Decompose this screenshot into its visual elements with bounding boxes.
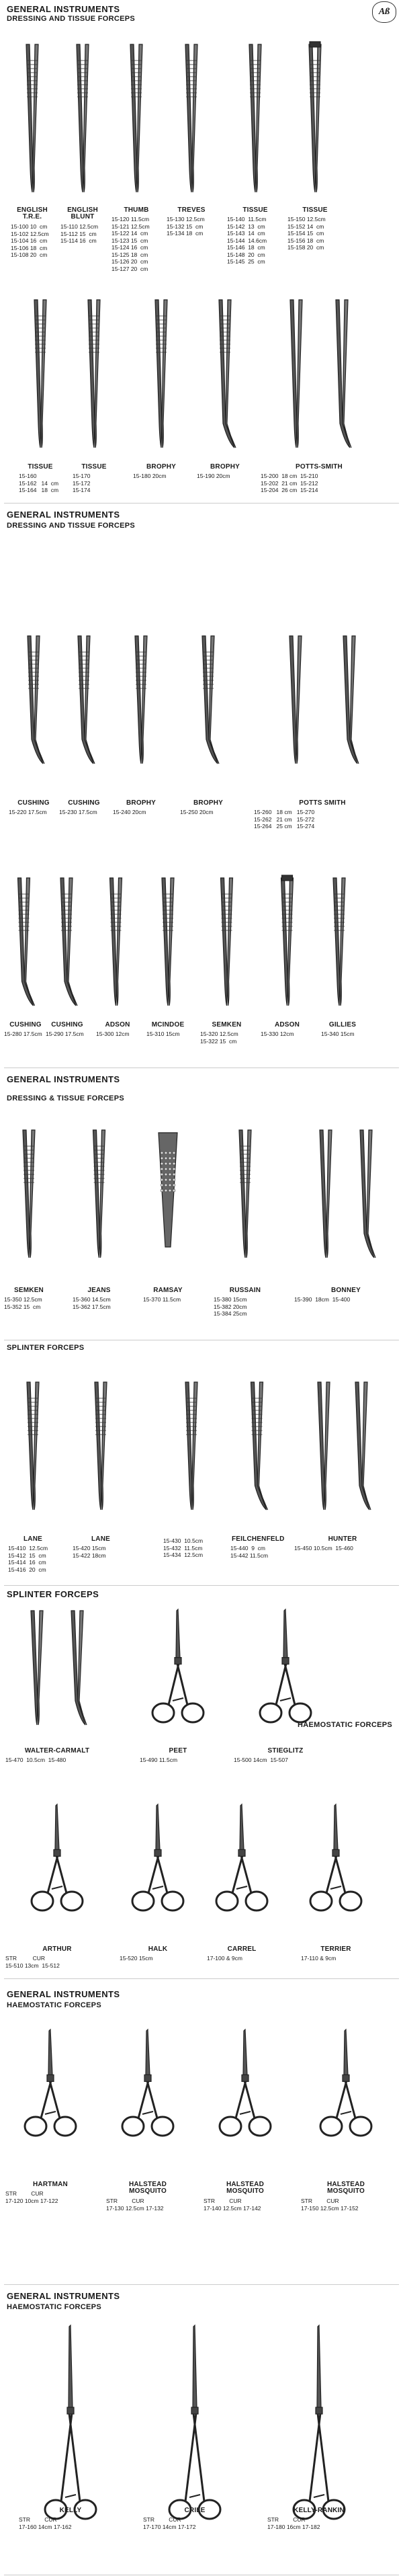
catalog-codes: 15-370 11.5cm <box>143 1296 181 1303</box>
instrument-name: KELLY-RANKIN <box>294 2507 345 2514</box>
instrument-figure <box>232 1378 282 1513</box>
instrument-name: TISSUE <box>242 206 268 214</box>
section-subtitle: HAEMOSTATIC FORCEPS <box>7 2303 101 2311</box>
instrument-figure <box>208 1802 275 1916</box>
catalog-codes: 15-170 15-172 15-174 <box>73 473 91 493</box>
instrument-name: BONNEY <box>331 1287 361 1294</box>
catalog-codes: 15-280 17.5cm <box>4 1031 42 1037</box>
brand-logo: Aß <box>372 1 396 23</box>
instrument-figure <box>181 632 235 766</box>
catalog-codes: 15-360 14.5cm 15-362 17.5cm <box>73 1296 111 1310</box>
instrument-name: BROPHY <box>210 463 240 471</box>
section-divider <box>4 2284 399 2285</box>
catalog-codes: STR CUR 17-180 16cm 17-182 <box>267 2516 320 2530</box>
catalog-codes: STR CUR 17-120 10cm 17-122 <box>5 2190 58 2204</box>
instrument-name: BROPHY <box>126 799 156 807</box>
instrument-figure <box>20 2323 121 2524</box>
section-subtitle: DRESSING AND TISSUE FORCEPS <box>7 15 136 23</box>
instrument-figure <box>269 2323 369 2524</box>
catalog-codes: 15-490 11.5cm <box>140 1757 178 1763</box>
catalog-codes: 15-100 10 cm 15-102 12.5cm 15-104 16 cm 15-106 18 cm 15-108 20 cm <box>11 223 49 258</box>
instrument-name: TISSUE <box>302 206 328 214</box>
instrument-figure <box>202 874 252 1008</box>
instrument-figure <box>205 2027 285 2141</box>
section-divider <box>4 1585 399 1586</box>
catalog-codes: 15-120 11.5cm 15-121 12.5cm 15-122 14 cm 15-123 15 cm 15-124 16 cm 15-125 18 cm 15-126 20 cm 15-127 20 cm <box>111 216 150 272</box>
section-title: GENERAL INSTRUMENTS <box>7 4 120 14</box>
catalog-codes: 15-330 12cm <box>261 1031 294 1037</box>
instrument-figure <box>7 1802 107 1916</box>
instrument-figure <box>97 874 134 1008</box>
instrument-name: POTTS SMITH <box>299 799 346 807</box>
catalog-codes: 15-320 12.5cm 15-322 15 cm <box>200 1031 238 1045</box>
instrument-figure <box>168 40 215 195</box>
catalog-codes: 15-240 20cm <box>113 809 146 815</box>
catalog-codes: 15-430 10.5cm 15-432 11.5cm 15-434 12.5cm <box>163 1537 204 1558</box>
instrument-name: ADSON <box>105 1021 130 1029</box>
instrument-figure <box>255 632 390 766</box>
instrument-name: CUSHING <box>68 799 100 807</box>
instrument-name: ARTHUR <box>42 1945 72 1953</box>
instrument-figure <box>215 1126 275 1260</box>
instrument-figure <box>165 1378 218 1513</box>
instrument-name: HALSTEAD MOSQUITO <box>326 2181 365 2195</box>
instrument-figure <box>47 874 86 1008</box>
catalog-codes: 15-350 12.5cm 15-352 15 cm <box>4 1296 42 1310</box>
instrument-name: FEILCHENFELD <box>232 1535 285 1543</box>
catalog-codes: 15-310 15cm <box>146 1031 180 1037</box>
instrument-figure <box>235 1607 336 1728</box>
section-title: GENERAL INSTRUMENTS <box>7 1074 120 1084</box>
instrument-name: THUMB <box>124 206 149 214</box>
catalog-codes: 17-100 & 9cm <box>207 1955 242 1962</box>
instrument-figure <box>60 632 107 766</box>
instrument-figure <box>10 632 57 766</box>
instrument-figure <box>9 1378 56 1513</box>
catalog-codes: 15-160 15-162 14 cm 15-164 18 cm <box>19 473 59 493</box>
instrument-figure <box>289 40 341 195</box>
catalog-codes: STR CUR 17-140 12.5cm 17-142 <box>204 2198 261 2212</box>
instrument-name: TERRIER <box>320 1945 351 1953</box>
section-divider <box>4 503 399 504</box>
catalog-codes: 15-200 18 cm 15-210 15-202 21 cm 15-212 15-204 26 cm 15-214 <box>261 473 318 493</box>
instrument-figure <box>296 1378 390 1513</box>
instrument-figure <box>121 1802 195 1916</box>
catalog-codes: 15-290 17.5cm <box>46 1031 84 1037</box>
catalog-codes: 15-520 15cm <box>120 1955 153 1962</box>
section-subtitle: DRESSING & TISSUE FORCEPS <box>7 1094 124 1102</box>
instrument-figure <box>20 296 60 450</box>
instrument-name: TISSUE <box>28 463 53 471</box>
catalog-codes: 15-250 20cm <box>180 809 214 815</box>
instrument-name: JEANS <box>87 1287 111 1294</box>
instrument-figure <box>296 1126 396 1260</box>
instrument-name: HALK <box>148 1945 168 1953</box>
section-title: GENERAL INSTRUMENTS <box>7 2291 120 2301</box>
instrument-figure <box>134 296 188 450</box>
instrument-figure <box>322 874 356 1008</box>
section-subtitle: DRESSING AND TISSUE FORCEPS <box>7 522 136 530</box>
section-title: SPLINTER FORCEPS <box>7 1589 99 1599</box>
section1 <box>0 0 403 504</box>
catalog-codes: STR CUR 17-170 14cm 17-172 <box>143 2516 196 2530</box>
instrument-name: MCINDOE <box>151 1021 185 1029</box>
instrument-figure <box>114 632 168 766</box>
instrument-figure <box>262 874 312 1008</box>
instrument-figure <box>141 1607 215 1728</box>
instrument-name: POTTS-SMITH <box>296 463 343 471</box>
instrument-name: TISSUE <box>81 463 107 471</box>
instrument-figure <box>148 874 188 1008</box>
section-subtitle: HAEMOSTATIC FORCEPS <box>298 1721 392 1729</box>
catalog-codes: 15-300 12cm <box>96 1031 130 1037</box>
section-divider <box>4 1978 399 1979</box>
instrument-name: WALTER-CARMALT <box>24 1747 90 1755</box>
catalog-codes: 15-340 15cm <box>321 1031 355 1037</box>
instrument-name: ENGLISH BLUNT <box>67 206 98 220</box>
instrument-name: GILLIES <box>328 1021 357 1029</box>
catalog-codes: 15-390 18cm 15-400 <box>294 1296 351 1303</box>
instrument-name: KELLY <box>59 2507 82 2514</box>
instrument-name: SEMKEN <box>14 1287 44 1294</box>
instrument-name: STIEGLITZ <box>267 1747 304 1755</box>
instrument-name: ENGLISH T.R.E. <box>17 206 48 220</box>
instrument-name: LANE <box>23 1535 43 1543</box>
catalog-codes: 15-450 10.5cm 15-460 <box>294 1545 353 1552</box>
instrument-name: HALSTEAD MOSQUITO <box>226 2181 265 2195</box>
instrument-figure <box>74 1126 124 1260</box>
instrument-figure <box>144 2323 245 2524</box>
instrument-figure <box>7 2027 94 2141</box>
instrument-name: SEMKEN <box>212 1021 242 1029</box>
catalog-codes: 15-110 12.5cm 15-112 15 cm 15-114 16 cm <box>60 223 99 244</box>
instrument-figure <box>62 40 103 195</box>
catalog-codes: 15-420 15cm 15-422 18cm <box>73 1545 106 1559</box>
section-title: GENERAL INSTRUMENTS <box>7 1989 120 1999</box>
catalog-codes: 15-440 9 cm 15-442 11.5cm <box>230 1545 269 1559</box>
catalog-codes: 15-140 11.5cm 15-142 13 cm 15-143 14 cm 15-144 14.6cm 15-146 18 cm 15-148 20 cm 15-145 25 cm <box>227 216 267 265</box>
instrument-name: ADSON <box>274 1021 300 1029</box>
catalog-codes: 15-230 17.5cm <box>59 809 97 815</box>
catalog-codes: 15-190 20cm <box>197 473 230 479</box>
catalog-codes: 15-410 12.5cm 15-412 15 cm 15-414 16 cm 15-416 20 cm <box>8 1545 48 1573</box>
section2 <box>0 504 403 1069</box>
instrument-figure <box>74 296 114 450</box>
section-subtitle: SPLINTER FORCEPS <box>7 1344 85 1352</box>
instrument-figure <box>5 1126 52 1260</box>
catalog-codes: 15-220 17.5cm <box>9 809 47 815</box>
instrument-name: CUSHING <box>51 1021 83 1029</box>
section7 <box>0 2286 403 2576</box>
catalog-codes: 15-130 12.5cm 15-132 15 cm 15-134 18 cm <box>167 216 205 237</box>
catalog-codes: STR CUR 17-130 12.5cm 17-132 <box>106 2198 164 2212</box>
instrument-name: CARREL <box>227 1945 257 1953</box>
instrument-name: CUSHING <box>17 799 50 807</box>
instrument-name: CRILE <box>184 2507 206 2514</box>
instrument-figure <box>113 40 160 195</box>
instrument-figure <box>144 1126 191 1260</box>
instrument-figure <box>7 1607 107 1728</box>
section-title: GENERAL INSTRUMENTS <box>7 510 120 520</box>
catalog-codes: 15-500 14cm 15-507 <box>234 1757 288 1763</box>
section6 <box>0 1980 403 2286</box>
instrument-figure <box>12 40 52 195</box>
instrument-figure <box>302 1802 369 1916</box>
instrument-name: RAMSAY <box>153 1287 183 1294</box>
instrument-figure <box>198 296 252 450</box>
catalog-codes: 15-470 10.5cm 15-480 <box>5 1757 66 1763</box>
instrument-figure <box>5 874 42 1008</box>
section-subtitle: HAEMOSTATIC FORCEPS <box>7 2001 101 2009</box>
section4 <box>0 1341 403 1586</box>
instrument-figure <box>228 40 282 195</box>
instrument-name: HALSTEAD MOSQUITO <box>128 2181 167 2195</box>
instrument-figure <box>74 1378 128 1513</box>
instrument-name: RUSSAIN <box>229 1287 261 1294</box>
instrument-figure <box>107 2027 188 2141</box>
instrument-name: LANE <box>91 1535 111 1543</box>
catalog-codes: 15-150 12.5cm 15-152 14 cm 15-154 15 cm 15-156 18 cm 15-158 20 cm <box>287 216 326 251</box>
catalog-codes: 17-110 & 9cm <box>301 1955 337 1962</box>
instrument-figure <box>262 296 376 450</box>
catalog-codes: STR CUR 15-510 13cm 15-512 <box>5 1955 60 1969</box>
catalog-codes: 15-180 20cm <box>133 473 167 479</box>
section5 <box>0 1586 403 1980</box>
section3 <box>0 1069 403 1341</box>
catalog-codes: STR CUR 17-160 14cm 17-162 <box>19 2516 72 2530</box>
instrument-name: HARTMAN <box>33 2181 68 2188</box>
catalog-codes: STR CUR 17-150 12.5cm 17-152 <box>301 2198 359 2212</box>
instrument-name: PEET <box>169 1747 187 1755</box>
instrument-name: TREVES <box>177 206 206 214</box>
catalog-codes: 15-260 18 cm 15-270 15-262 21 cm 15-272 15-264 25 cm 15-274 <box>254 809 315 830</box>
instrument-figure <box>302 2027 390 2141</box>
instrument-name: BROPHY <box>146 463 176 471</box>
instrument-name: BROPHY <box>193 799 223 807</box>
catalog-codes: 15-380 15cm 15-382 20cm 15-384 25cm <box>214 1296 247 1317</box>
instrument-name: HUNTER <box>328 1535 357 1543</box>
instrument-name: CUSHING <box>9 1021 42 1029</box>
